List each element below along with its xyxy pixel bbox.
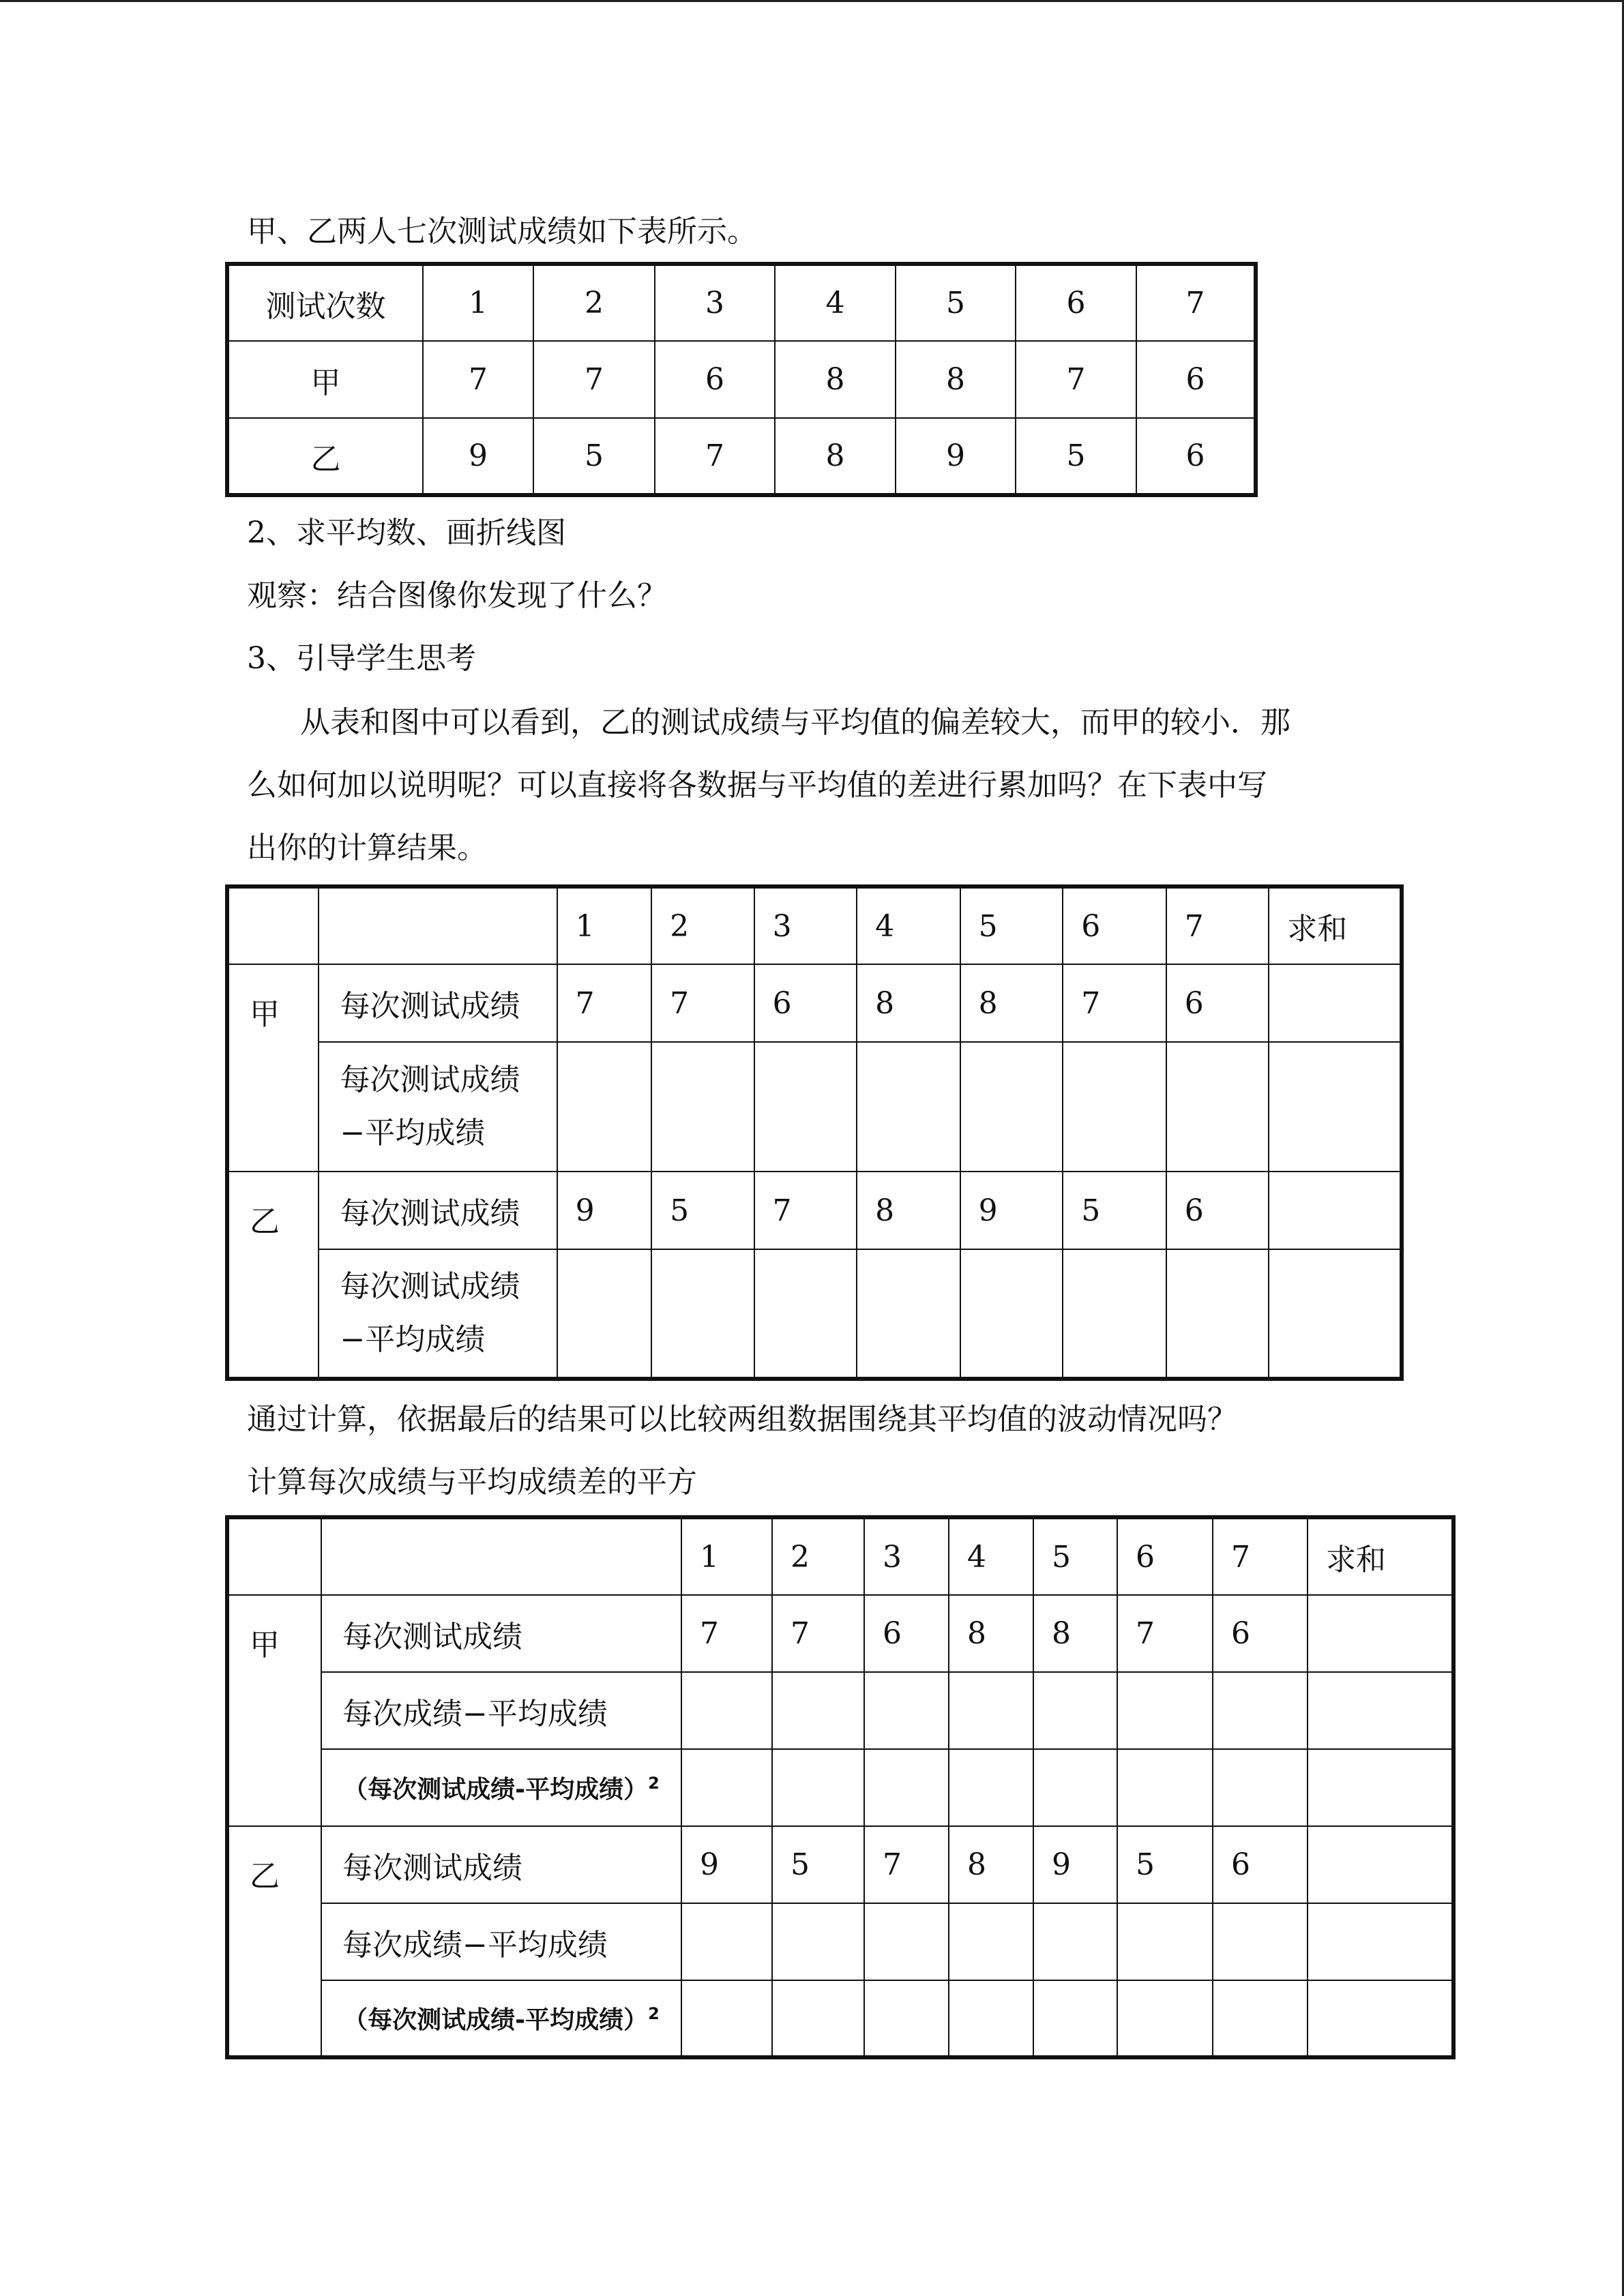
question-text: 通过计算，依据最后的结果可以比较两组数据围绕其平均值的波动情况吗？ (247, 1402, 1237, 1437)
empty-cell (772, 1672, 864, 1749)
cell: 5 (1117, 1826, 1213, 1903)
empty-cell (1213, 1903, 1308, 1980)
row-label-deviation (319, 1042, 557, 1172)
empty-cell (949, 1903, 1033, 1980)
calc-label: 计算每次成绩与平均成绩差的平方 (247, 1465, 697, 1500)
column-header: 6 (1016, 264, 1136, 341)
label-line: −平均成绩 (340, 1116, 486, 1150)
column-header: 7 (1213, 1517, 1308, 1595)
column-header: 3 (864, 1517, 949, 1595)
cell: 7 (533, 341, 655, 418)
column-header: 1 (423, 264, 533, 341)
column-header: 2 (651, 886, 754, 964)
squared-exponent: 2 (648, 2004, 660, 2023)
empty-cell (949, 1980, 1033, 2057)
cell: 9 (423, 418, 533, 495)
column-header: 6 (1063, 886, 1166, 964)
cell: 6 (1166, 1172, 1269, 1249)
row-label-deviation: 每次成绩−平均成绩 (321, 1903, 681, 1980)
table-row (227, 1172, 1402, 1249)
empty-cell (1213, 1672, 1308, 1749)
column-header: 3 (655, 264, 775, 341)
observe-text: 观察：结合图像你发现了什么？ (247, 578, 667, 613)
header-label: 测试次数 (227, 264, 423, 341)
row-name: 甲 (227, 341, 423, 418)
table-row (227, 1517, 1453, 1595)
column-header: 2 (772, 1517, 864, 1595)
empty-cell (651, 1042, 754, 1172)
sum-cell (1308, 1749, 1453, 1826)
empty-cell (864, 1903, 949, 1980)
cell: 7 (655, 418, 775, 495)
step3-text: 3、引导学生思考 (247, 641, 476, 676)
cell: 7 (772, 1595, 864, 1672)
cell: 7 (557, 964, 651, 1042)
cell: 7 (423, 341, 533, 418)
cell: 7 (651, 964, 754, 1042)
row-label-squared (321, 1749, 681, 1826)
cell: 7 (1063, 964, 1166, 1042)
table-row (227, 264, 1256, 341)
cell: 8 (775, 341, 896, 418)
table-row (227, 1826, 1453, 1903)
row-group-yi: 乙 (227, 1826, 321, 2057)
cell: 8 (775, 418, 896, 495)
cell: 5 (651, 1172, 754, 1249)
cell: 6 (1213, 1826, 1308, 1903)
cell: 8 (896, 341, 1016, 418)
empty-cell (949, 1749, 1033, 1826)
empty-cell (772, 1903, 864, 1980)
cell: 6 (655, 341, 775, 418)
empty-cell (864, 1980, 949, 2057)
empty-cell (1166, 1249, 1269, 1379)
row-label: 每次测试成绩 (319, 964, 557, 1042)
empty-cell (651, 1249, 754, 1379)
column-header: 4 (775, 264, 896, 341)
sum-cell (1269, 964, 1402, 1042)
empty-cell (772, 1749, 864, 1826)
cell: 7 (1117, 1595, 1213, 1672)
empty-cell (1063, 1249, 1166, 1379)
table-row (227, 1595, 1453, 1672)
empty-cell (864, 1672, 949, 1749)
sum-header: 求和 (1308, 1517, 1453, 1595)
label-line: −平均成绩 (340, 1322, 486, 1357)
empty-cell (681, 1672, 772, 1749)
empty-cell (557, 1042, 651, 1172)
row-group-yi: 乙 (227, 1172, 319, 1379)
table-row (227, 1249, 1402, 1379)
sum-cell (1308, 1980, 1453, 2057)
column-header: 7 (1166, 886, 1269, 964)
cell: 6 (1136, 341, 1256, 418)
cell: 9 (960, 1172, 1063, 1249)
step2-text: 2、求平均数、画折线图 (247, 516, 566, 550)
empty-cell (1117, 1749, 1213, 1826)
cell: 8 (857, 1172, 960, 1249)
cell: 9 (557, 1172, 651, 1249)
cell: 9 (681, 1826, 772, 1903)
paragraph-line: 从表和图中可以看到，乙的测试成绩与平均值的偏差较大，而甲的较小．那 (300, 705, 1290, 740)
label-line: 每次测试成绩 (340, 1062, 520, 1097)
cell: 5 (1063, 1172, 1166, 1249)
table-row (227, 418, 1256, 495)
cell: 8 (1033, 1595, 1117, 1672)
squared-deviation-table (225, 1515, 1456, 2059)
empty-cell (1063, 1042, 1166, 1172)
cell: 6 (754, 964, 857, 1042)
empty-cell (1213, 1749, 1308, 1826)
cell: 5 (1016, 418, 1136, 495)
empty-cell (1117, 1980, 1213, 2057)
empty-cell (1213, 1980, 1308, 2057)
column-header: 3 (754, 886, 857, 964)
intro-text: 甲、乙两人七次测试成绩如下表所示。 (247, 214, 757, 249)
squared-label: （每次测试成绩-平均成绩） (343, 1776, 649, 1804)
cell: 7 (754, 1172, 857, 1249)
empty-cell (681, 1980, 772, 2057)
cell: 6 (1213, 1595, 1308, 1672)
empty-cell (1117, 1672, 1213, 1749)
column-header: 5 (960, 886, 1063, 964)
table-row (227, 1980, 1453, 2057)
sum-cell (1308, 1826, 1453, 1903)
row-label-deviation (319, 1249, 557, 1379)
empty-cell (1166, 1042, 1269, 1172)
empty-cell (681, 1749, 772, 1826)
empty-cell (960, 1249, 1063, 1379)
table-row (227, 341, 1256, 418)
cell: 7 (681, 1595, 772, 1672)
row-label-squared (321, 1980, 681, 2057)
row-group-jia: 甲 (227, 1595, 321, 1826)
column-header: 7 (1136, 264, 1256, 341)
squared-label: （每次测试成绩-平均成绩） (343, 2006, 649, 2034)
label-line: 每次测试成绩 (340, 1269, 520, 1304)
row-label: 每次测试成绩 (321, 1826, 681, 1903)
cell: 7 (1016, 341, 1136, 418)
sum-cell (1269, 1172, 1402, 1249)
row-label-deviation: 每次成绩−平均成绩 (321, 1672, 681, 1749)
sum-cell (1269, 1042, 1402, 1172)
sum-cell (1308, 1595, 1453, 1672)
squared-exponent: 2 (648, 1774, 660, 1793)
table-row (227, 1672, 1453, 1749)
empty-cell (319, 886, 557, 964)
table-row (227, 1903, 1453, 1980)
paragraph-line: 么如何加以说明呢？可以直接将各数据与平均值的差进行累加吗？在下表中写 (247, 768, 1267, 803)
column-header: 1 (681, 1517, 772, 1595)
empty-cell (681, 1903, 772, 1980)
cell: 8 (949, 1595, 1033, 1672)
empty-cell (857, 1042, 960, 1172)
column-header: 5 (896, 264, 1016, 341)
cell: 5 (533, 418, 655, 495)
empty-cell (1033, 1903, 1117, 1980)
empty-cell (949, 1672, 1033, 1749)
empty-cell (864, 1749, 949, 1826)
column-header: 2 (533, 264, 655, 341)
cell: 5 (772, 1826, 864, 1903)
row-name: 乙 (227, 418, 423, 495)
empty-cell (557, 1249, 651, 1379)
cell: 9 (1033, 1826, 1117, 1903)
row-label: 每次测试成绩 (321, 1595, 681, 1672)
table-row (227, 1749, 1453, 1826)
cell: 7 (864, 1826, 949, 1903)
row-label: 每次测试成绩 (319, 1172, 557, 1249)
scores-table (225, 262, 1258, 497)
paragraph-line: 出你的计算结果。 (247, 831, 487, 865)
deviation-table (225, 884, 1404, 1381)
empty-cell (227, 1517, 321, 1595)
empty-cell (1033, 1980, 1117, 2057)
cell: 6 (1166, 964, 1269, 1042)
column-header: 5 (1033, 1517, 1117, 1595)
row-group-jia: 甲 (227, 964, 319, 1172)
column-header: 1 (557, 886, 651, 964)
empty-cell (227, 886, 319, 964)
sum-header: 求和 (1269, 886, 1402, 964)
top-border (0, 0, 1624, 2)
sum-cell (1308, 1672, 1453, 1749)
empty-cell (754, 1249, 857, 1379)
table-row (227, 886, 1402, 964)
empty-cell (1033, 1749, 1117, 1826)
empty-cell (1117, 1903, 1213, 1980)
empty-cell (321, 1517, 681, 1595)
cell: 8 (857, 964, 960, 1042)
sum-cell (1308, 1903, 1453, 1980)
cell: 6 (864, 1595, 949, 1672)
table-row (227, 1042, 1402, 1172)
column-header: 4 (857, 886, 960, 964)
empty-cell (857, 1249, 960, 1379)
empty-cell (754, 1042, 857, 1172)
empty-cell (772, 1980, 864, 2057)
cell: 6 (1136, 418, 1256, 495)
cell: 8 (960, 964, 1063, 1042)
empty-cell (1033, 1672, 1117, 1749)
column-header: 4 (949, 1517, 1033, 1595)
empty-cell (960, 1042, 1063, 1172)
column-header: 6 (1117, 1517, 1213, 1595)
cell: 9 (896, 418, 1016, 495)
sum-cell (1269, 1249, 1402, 1379)
cell: 8 (949, 1826, 1033, 1903)
table-row (227, 964, 1402, 1042)
